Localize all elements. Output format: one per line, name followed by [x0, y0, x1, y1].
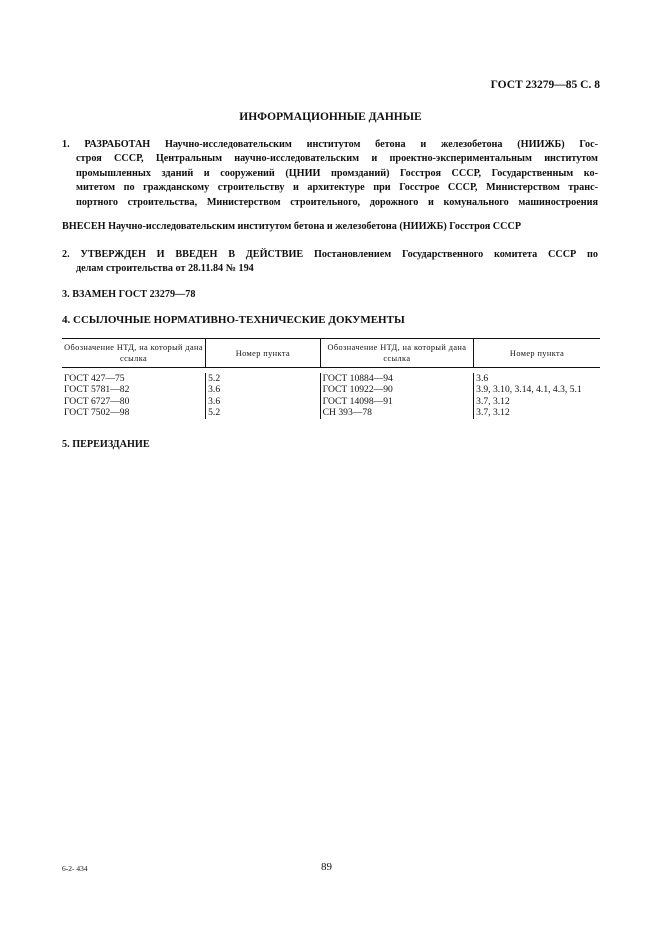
section-2-line: 2. УТВЕРЖДЕН И ВВЕДЕН В ДЕЙСТВИЕ Постановлением Государственного комитета СССР по: [62, 249, 598, 260]
introduced-by: ВНЕСЕН Научно-исследовательским институтом бетона и железобетона (НИИЖБ) Госстроя СССР: [62, 221, 522, 232]
table-cell: ГОСТ 6727—80: [64, 395, 130, 407]
column-header-ntd: Обозначение НТД, на который дана ссылка: [320, 339, 474, 368]
section-1-line: строя СССР, Центральным научно-исследовательским и проектно-экспериментальным институтом: [76, 153, 598, 165]
column-header-item-number: Номер пункта: [206, 339, 321, 368]
table-cell: ГОСТ 7502—98: [64, 407, 130, 419]
page-number: 89: [321, 861, 332, 873]
section-1-line: промышленных зданий и сооружений (ЦНИИ промзданий) Госстроя СССР, Государственным ко-: [76, 167, 598, 179]
section-1-developed-by: [62, 138, 598, 210]
section-1-line: портного строительства, Министерством строительного, дорожного и комунального машиностроения: [76, 196, 598, 208]
section-4-references-heading: 4. ССЫЛОЧНЫЕ НОРМАТИВНО-ТЕХНИЧЕСКИЕ ДОКУМЕНТЫ: [62, 314, 405, 326]
table-cell: СН 393—78: [320, 407, 474, 418]
table-cell: 3.6: [206, 384, 321, 395]
table-header-row: [62, 339, 600, 368]
table-cell: 3.6: [474, 373, 600, 384]
section-2-line: делам строительства от 28.11.84 № 194: [76, 263, 254, 275]
table-cell: 5.2: [206, 373, 321, 384]
table-cell: ГОСТ 10884—94: [320, 373, 474, 384]
table-row: [62, 373, 600, 384]
references-table: [62, 338, 600, 419]
page-title: ИНФОРМАЦИОННЫЕ ДАННЫЕ: [239, 111, 422, 123]
section-1-line: митетом по гражданскому строительству и архитектуре при Госстрое СССР, Министерством транс-: [76, 182, 598, 194]
column-header-item-number: Номер пункта: [474, 339, 600, 368]
section-3-replaces: 3. ВЗАМЕН ГОСТ 23279—78: [62, 289, 196, 300]
table-cell: 3.7, 3.12: [474, 407, 600, 418]
section-5-reissue: 5. ПЕРЕИЗДАНИЕ: [62, 439, 150, 450]
table-cell: 5.2: [206, 407, 321, 418]
table-row: [62, 407, 600, 418]
table-row: [62, 396, 600, 407]
print-code: 6-2- 434: [62, 864, 88, 873]
column-header-ntd: Обозначение НТД, на который дана ссылка: [62, 339, 206, 368]
table-cell: ГОСТ 10922—90: [320, 384, 474, 395]
running-header: ГОСТ 23279—85 С. 8: [490, 79, 600, 91]
table-cell: ГОСТ 427—75: [64, 373, 125, 384]
table-cell: ГОСТ 5781—82: [64, 384, 130, 396]
table-cell: 3.9, 3.10, 3.14, 4.1, 4.3, 5.1: [474, 384, 600, 395]
table-cell: 3.7, 3.12: [474, 396, 600, 407]
section-1-line: 1. РАЗРАБОТАН Научно-исследовательским институтом бетона и железобетона (НИИЖБ) Гос-: [62, 139, 598, 150]
table-cell: ГОСТ 14098—91: [320, 396, 474, 407]
table-row: [62, 384, 600, 395]
section-2-approved: [62, 248, 598, 277]
table-cell: 3.6: [206, 396, 321, 407]
